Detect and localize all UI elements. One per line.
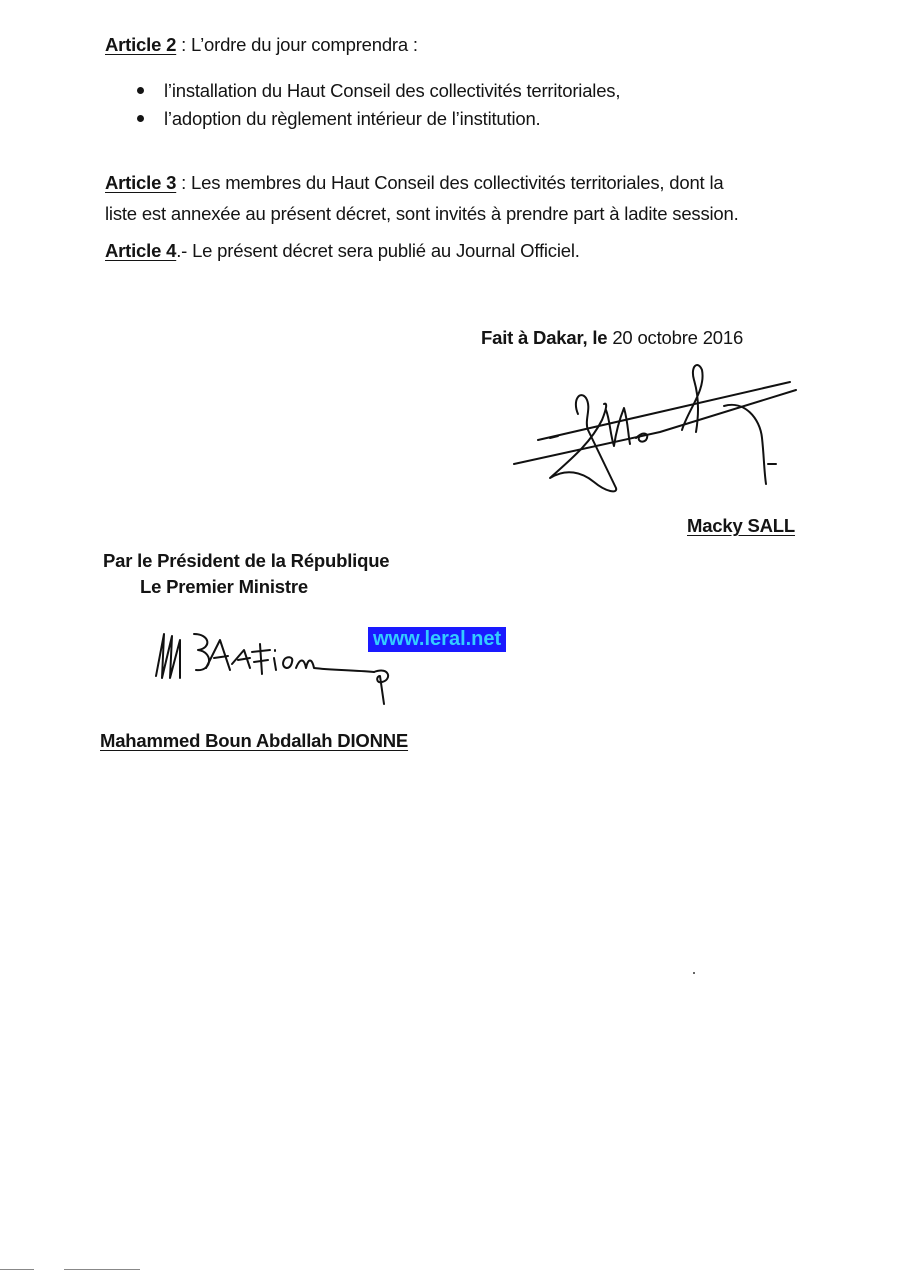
list-item [137, 108, 540, 130]
article-3-line-2: liste est annexée au présent décret, sont invités à prendre part à ladite session. [105, 203, 739, 224]
president-name: Macky SALL [687, 515, 796, 536]
article-4-paragraph [105, 240, 580, 262]
signature-date: 20 octobre 2016 [612, 327, 744, 348]
countersign-line-2: Le Premier Ministre [140, 576, 308, 597]
prime-minister-name: Mahammed Boun Abdallah DIONNE [100, 730, 409, 751]
article-3-separator: : [176, 172, 192, 193]
prime-minister-signature-icon [150, 620, 400, 710]
article-3-paragraph [105, 172, 795, 194]
article-4-text: Le présent décret sera publié au Journal Officiel. [192, 240, 580, 261]
scan-rule-left [0, 1269, 34, 1270]
list-item-text: l’adoption du règlement intérieur de l’institution. [164, 108, 541, 129]
article-2-text: L’ordre du jour comprendra : [191, 34, 418, 55]
article-2-separator: : [176, 34, 192, 55]
countersign-line-1: Par le Président de la République [103, 550, 390, 571]
scan-rule-right [64, 1269, 140, 1270]
place-date-line [481, 327, 743, 349]
president-signature-icon [510, 360, 800, 500]
article-3-line-1: Les membres du Haut Conseil des collectivités territoriales, dont la [191, 172, 724, 193]
article-2-heading [105, 34, 418, 56]
article-3-label: Article 3 [105, 172, 177, 193]
bullet-icon [137, 87, 144, 94]
list-item [137, 80, 620, 102]
article-2-label: Article 2 [105, 34, 177, 55]
bullet-icon [137, 115, 144, 122]
watermark-leral: www.leral.net [368, 627, 506, 652]
list-item-text: l’installation du Haut Conseil des collectivités territoriales, [164, 80, 621, 101]
scan-speck [693, 972, 695, 974]
article-4-separator: .- [176, 240, 193, 261]
place-label: Fait à Dakar, le [481, 327, 608, 348]
article-4-label: Article 4 [105, 240, 177, 261]
